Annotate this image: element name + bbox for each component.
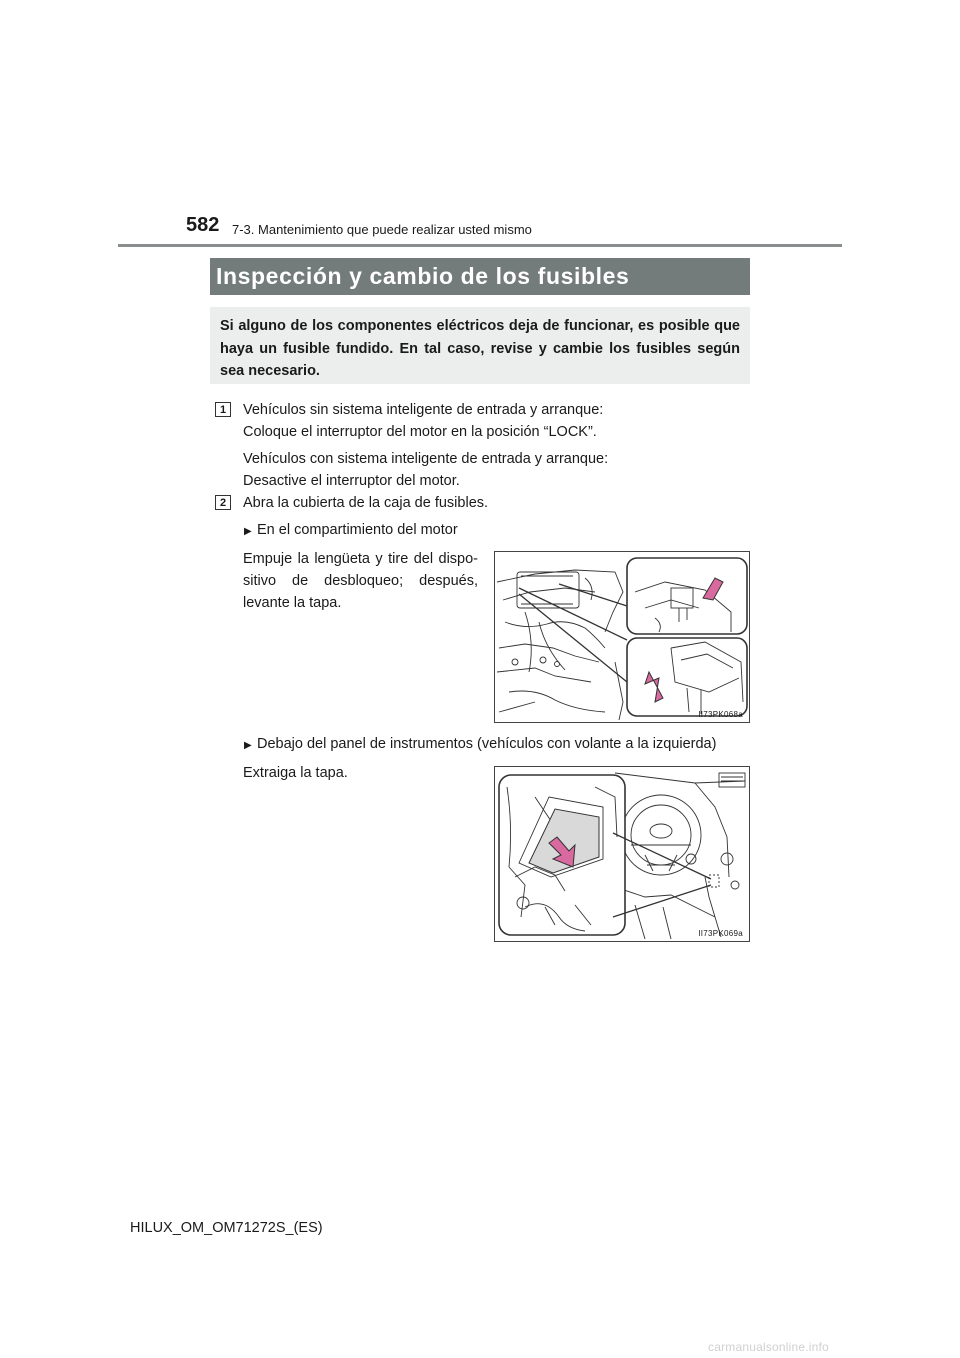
step-1-line-2: Coloque el interruptor del motor en la posición “LOCK”. xyxy=(243,424,597,440)
step-badge-2: 2 xyxy=(215,495,231,510)
header-rule xyxy=(118,244,842,247)
location-instruction-engine: Empuje la lengüeta y tire del dispo-sitivo de desbloqueo; después, levante la tapa. xyxy=(243,551,478,611)
intro-box: Si alguno de los componentes eléctricos deja de funcionar, es posible que haya un fusible fundido. En tal caso, revise y cambie los fusibles según sea necesario. xyxy=(210,307,750,384)
step-badge-1: 1 xyxy=(215,402,231,417)
step-1-line-4: Desactive el interruptor del motor. xyxy=(243,473,460,489)
location-instruction-dashboard: Extraiga la tapa. xyxy=(243,765,348,781)
engine-compartment-illustration xyxy=(495,552,749,722)
section-header: 7-3. Mantenimiento que puede realizar usted mismo xyxy=(232,222,532,237)
figure-code-engine: II73PK068a xyxy=(698,710,743,719)
footer-code: HILUX_OM_OM71272S_(ES) xyxy=(130,1220,323,1236)
watermark: carmanualsonline.info xyxy=(708,1340,829,1354)
location-heading-engine xyxy=(244,519,458,543)
figure-code-dashboard: II73PK069a xyxy=(698,929,743,938)
dashboard-illustration xyxy=(495,767,749,941)
location-heading-engine-text: En el compartimiento del motor xyxy=(257,522,458,538)
step-1-line-3: Vehículos con sistema inteligente de entrada y arranque: xyxy=(243,451,609,467)
location-heading-dashboard xyxy=(244,733,716,757)
page-number: 582 xyxy=(186,214,220,236)
bullet-triangle-icon: ▶ xyxy=(244,740,252,751)
figure-dashboard-fusebox xyxy=(494,766,750,942)
page-title: Inspección y cambio de los fusibles xyxy=(210,258,750,295)
figure-engine-fusebox xyxy=(494,551,750,723)
location-heading-dashboard-text: Debajo del panel de instrumentos (vehículos con volante a la izquierda) xyxy=(257,736,717,752)
step-1-line-1: Vehículos sin sistema inteligente de entrada y arranque: xyxy=(243,402,604,418)
bullet-triangle-icon: ▶ xyxy=(244,526,252,537)
step-2-line-1: Abra la cubierta de la caja de fusibles. xyxy=(243,495,489,511)
